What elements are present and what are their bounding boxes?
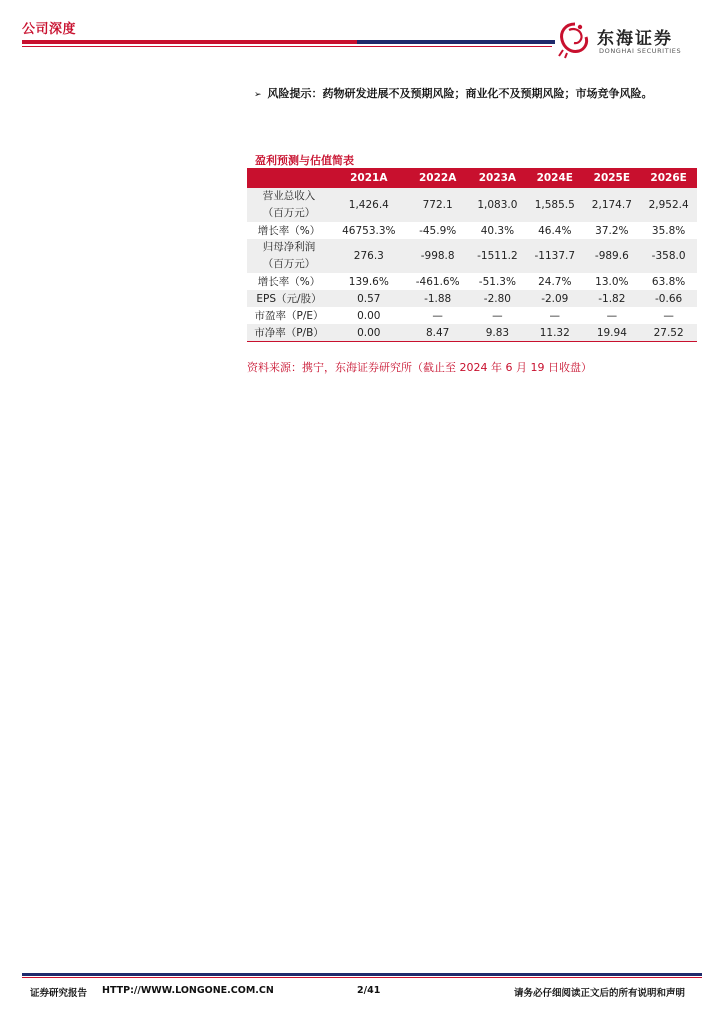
row-label-line: （百万元） [262, 207, 316, 219]
table-cell: 1,083.0 [469, 188, 526, 222]
row-label [247, 239, 331, 273]
header-cell: 2024E [526, 168, 583, 188]
data-source-note: 资料来源：携宁，东海证券研究所（截止至 2024 年 6 月 19 日收盘） [247, 361, 592, 374]
table-cell: 0.00 [331, 307, 407, 324]
table-cell: 139.6% [331, 273, 407, 290]
header-cell: 2025E [583, 168, 640, 188]
row-label: 增长率（%） [247, 273, 331, 290]
table-row-profit-growth [247, 273, 697, 290]
risk-warning [254, 85, 653, 101]
table-cell: — [583, 307, 640, 324]
footer-page-number: 2/41 [357, 985, 381, 996]
logo-english-name: DONGHAI SECURITIES [599, 47, 682, 55]
table-cell: 0.57 [331, 290, 407, 307]
footer-report-type: 证券研究报告 [30, 988, 88, 999]
table-cell: -998.8 [407, 239, 469, 273]
table-cell: 13.0% [583, 273, 640, 290]
table-cell: 0.00 [331, 324, 407, 342]
row-label: 市盈率（P/E） [247, 307, 331, 324]
table-cell: 46753.3% [331, 222, 407, 239]
table-cell: — [526, 307, 583, 324]
table-title: 盈利预测与估值简表 [255, 154, 354, 167]
table-cell: -1.82 [583, 290, 640, 307]
footer-rule-red [22, 977, 702, 978]
table-cell: -0.66 [640, 290, 697, 307]
table-cell: 1,585.5 [526, 188, 583, 222]
table-row-revenue-growth [247, 222, 697, 239]
header-rule-thin [22, 46, 552, 47]
row-label [247, 188, 331, 222]
table-cell: 35.8% [640, 222, 697, 239]
table-cell: -358.0 [640, 239, 697, 273]
table-row-eps [247, 290, 697, 307]
table-cell: 46.4% [526, 222, 583, 239]
table-cell: 63.8% [640, 273, 697, 290]
table-cell: — [407, 307, 469, 324]
footer-rule-navy [22, 973, 702, 976]
table-row-net-profit [247, 239, 697, 273]
row-label: EPS（元/股） [247, 290, 331, 307]
table-cell: -1511.2 [469, 239, 526, 273]
table-row-pe [247, 307, 697, 324]
row-label-line: （百万元） [262, 258, 316, 270]
table-header-row [247, 168, 697, 188]
table-cell: -461.6% [407, 273, 469, 290]
table-cell: -51.3% [469, 273, 526, 290]
table-cell: 1,426.4 [331, 188, 407, 222]
table-cell: -2.80 [469, 290, 526, 307]
header-cell: 2021A [331, 168, 407, 188]
table-cell: -2.09 [526, 290, 583, 307]
section-title: 公司深度 [22, 22, 77, 37]
table-cell: -1.88 [407, 290, 469, 307]
table-cell: 9.83 [469, 324, 526, 342]
table-cell: 2,952.4 [640, 188, 697, 222]
header-rule-navy [357, 40, 555, 44]
table-cell: -989.6 [583, 239, 640, 273]
table-cell: — [469, 307, 526, 324]
table-cell: 37.2% [583, 222, 640, 239]
dragon-logo-icon [555, 20, 595, 60]
row-label: 增长率（%） [247, 222, 331, 239]
risk-text: 风险提示：药物研发进展不及预期风险；商业化不及预期风险；市场竞争风险。 [267, 87, 653, 100]
table-cell: — [640, 307, 697, 324]
table-cell: -45.9% [407, 222, 469, 239]
table-cell: 24.7% [526, 273, 583, 290]
row-label-line: 营业总收入 [262, 190, 316, 202]
table-cell: 276.3 [331, 239, 407, 273]
footer-website-link[interactable]: HTTP://WWW.LONGONE.COM.CN [102, 985, 274, 996]
table-cell: 8.47 [407, 324, 469, 342]
table-cell: 11.32 [526, 324, 583, 342]
table-row-pb [247, 324, 697, 342]
logo-chinese-name: 东海证券 [597, 29, 673, 49]
row-label-line: 归母净利润 [262, 241, 316, 253]
forecast-table [247, 168, 697, 342]
table-cell: 27.52 [640, 324, 697, 342]
table-cell: 19.94 [583, 324, 640, 342]
table-cell: 40.3% [469, 222, 526, 239]
header-cell: 2022A [407, 168, 469, 188]
row-label: 市净率（P/B） [247, 324, 331, 342]
header-cell-blank [247, 168, 331, 188]
table-row-revenue [247, 188, 697, 222]
bullet-arrow-icon: ➢ [254, 90, 262, 100]
header-rule-red [22, 40, 357, 44]
footer-disclaimer: 请务必仔细阅读正文后的所有说明和声明 [514, 988, 686, 999]
header-cell: 2023A [469, 168, 526, 188]
table-cell: -1137.7 [526, 239, 583, 273]
company-logo [555, 20, 705, 60]
header-cell: 2026E [640, 168, 697, 188]
table-cell: 2,174.7 [583, 188, 640, 222]
table-cell: 772.1 [407, 188, 469, 222]
